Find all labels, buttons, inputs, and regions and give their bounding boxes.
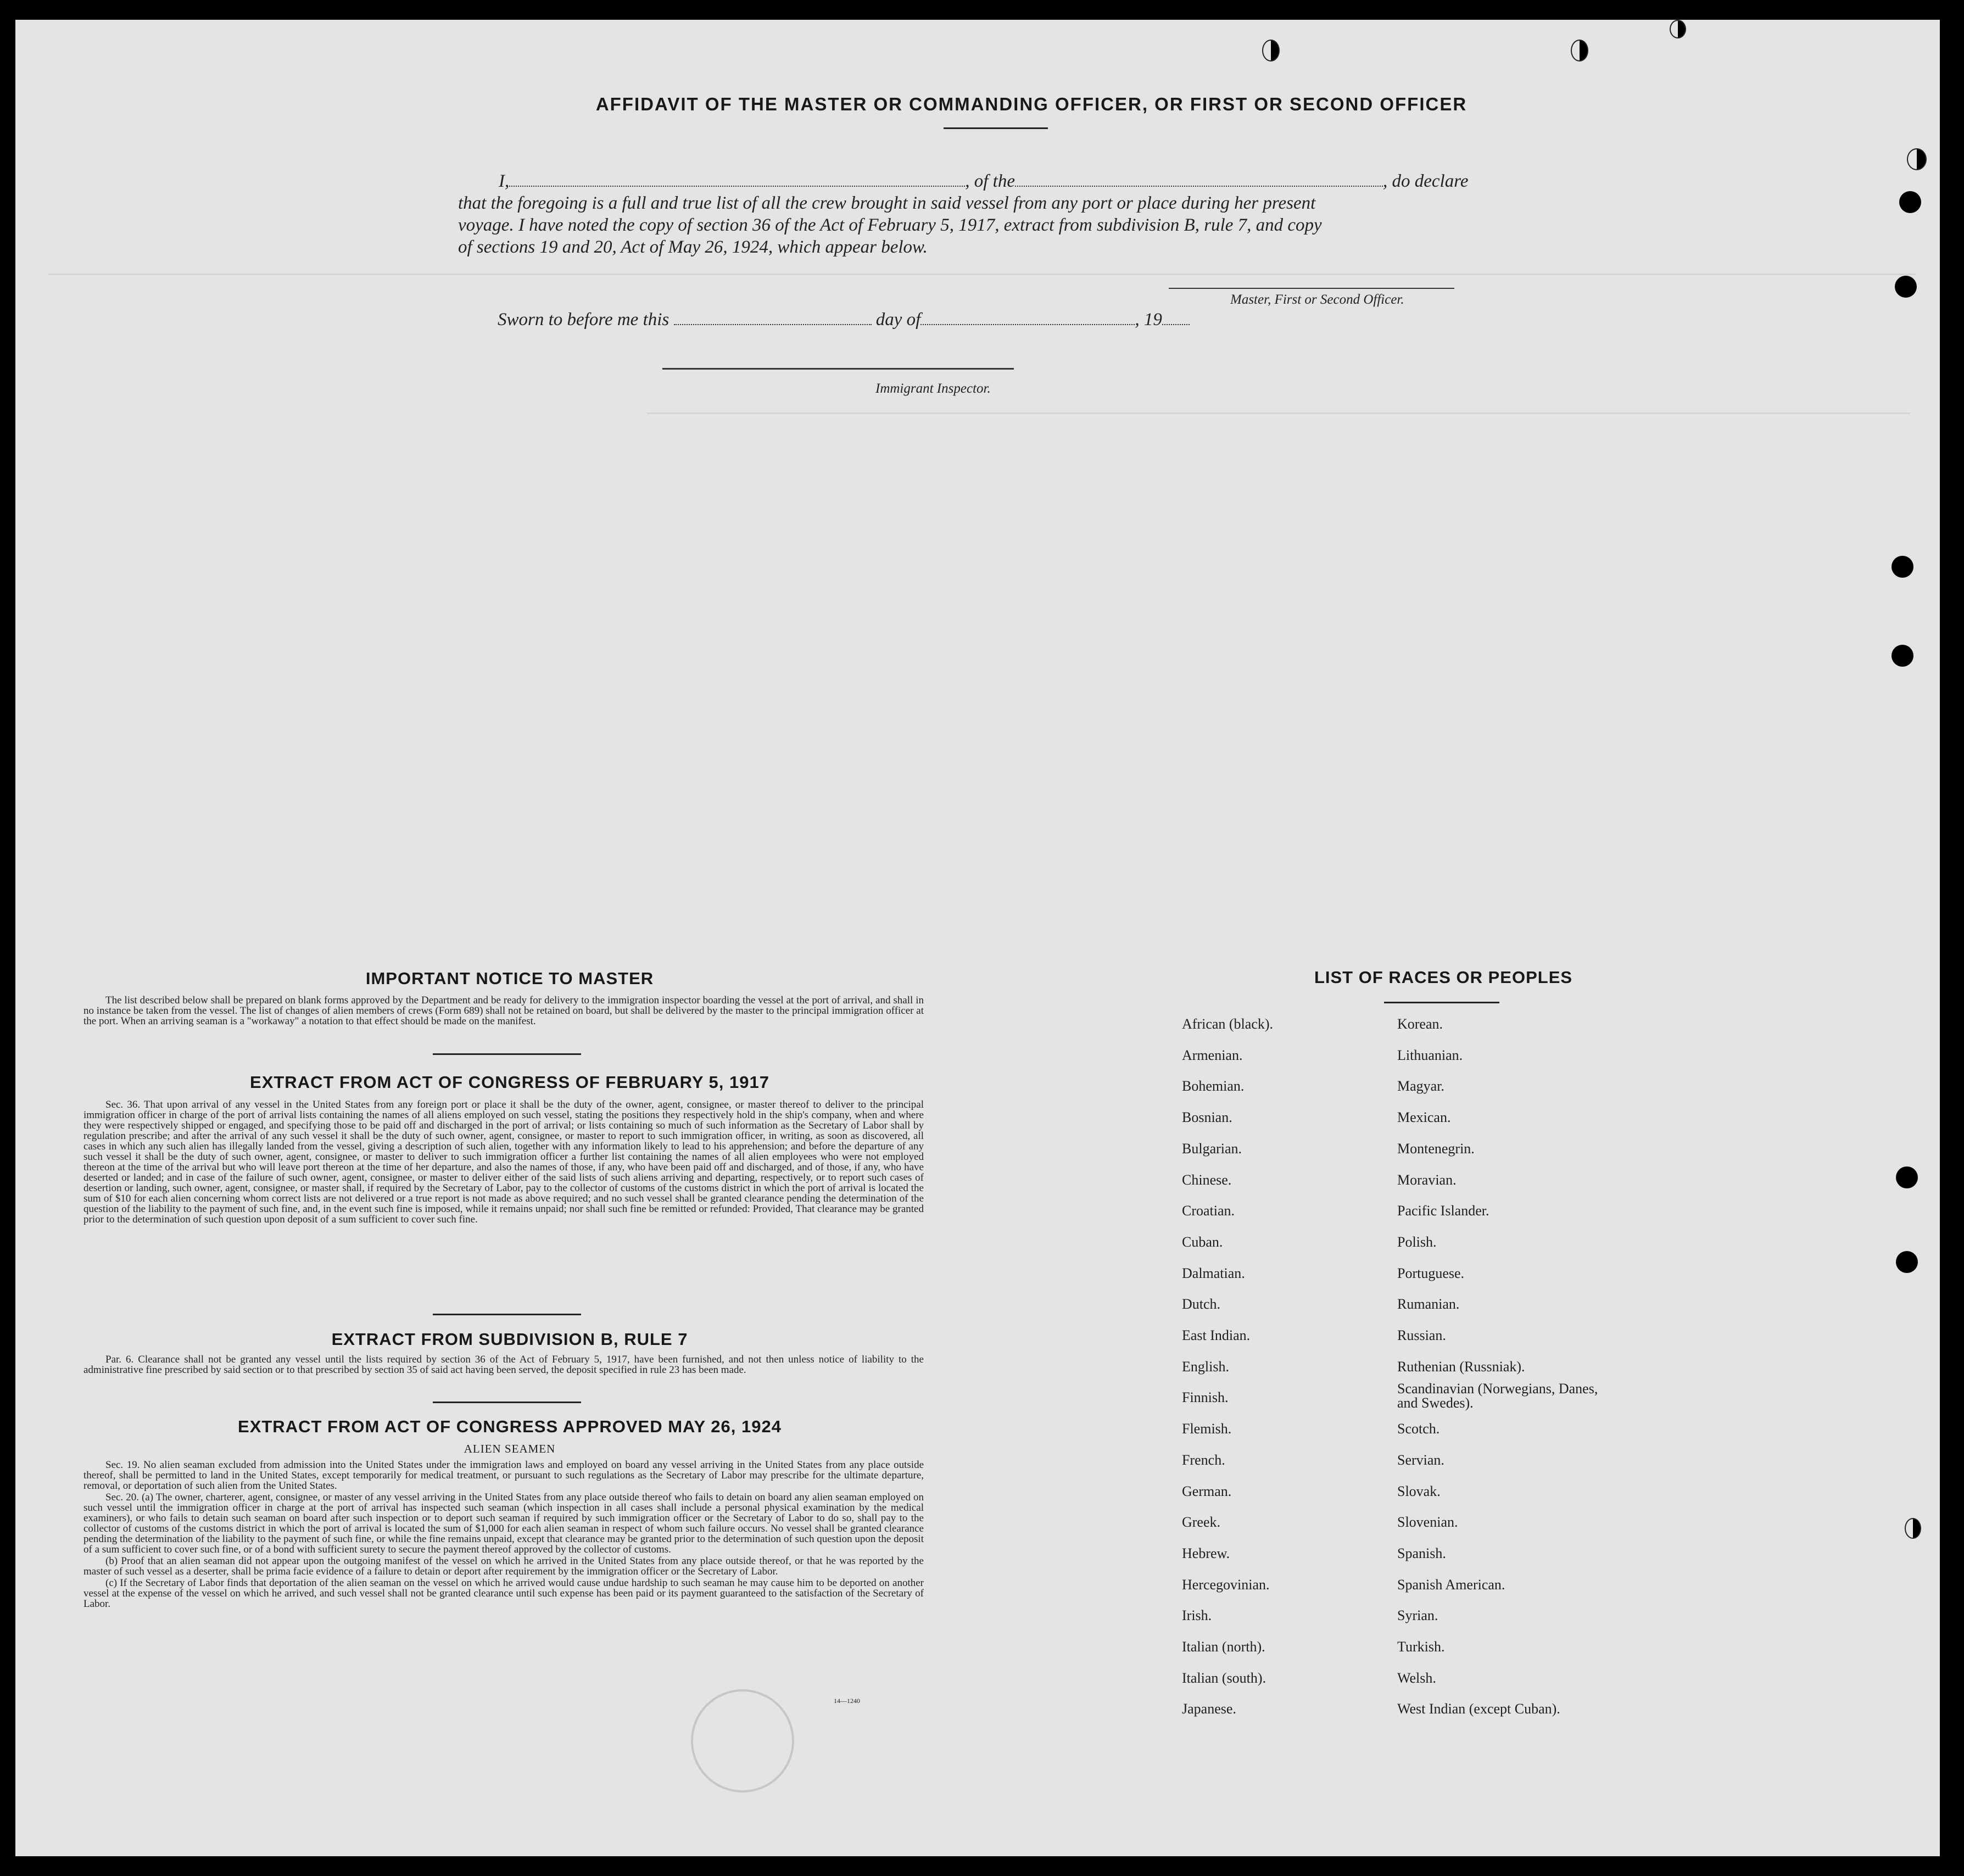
document-page: [15, 20, 1940, 1856]
section-20a-text: Sec. 20. (a) The owner, charterer, agent, consignee, or master of any vessel arriving in the United States from any place outside thereof who fails to detain on board any alien seaman employed on such vessel until the immigration officer in charge at the port of arrival has inspected such seaman (which inspection in all cases shall include a personal physical examination by the medical examiners), or who fails to detain such seaman on board after such inspection or to deport such seaman if required by such immigration officer or the Secretary of Labor to do so, shall pay to the collector of customs of the customs district in which the port of arrival is located the sum of $1,000 for each alien seaman in respect of whom such failure occurs. No vessel shall be granted clearance pending the determination of the liability to the payment of such fine, or while the fine remains unpaid, except that clearance may be granted prior to the determination of such question upon the deposit of a sum sufficient to cover such fine, or of a bond with sufficient surety to secure the payment thereof approved by the collector of customs.: [83, 1492, 924, 1555]
divider: [944, 127, 1048, 129]
race-item: Slovenian.: [1397, 1514, 1458, 1530]
race-item: Spanish.: [1397, 1545, 1446, 1561]
inspector-label: Immigrant Inspector.: [875, 381, 991, 396]
race-item: Flemish.: [1182, 1421, 1232, 1437]
binder-hole: [1895, 276, 1917, 298]
year-text: , 19: [1135, 310, 1162, 330]
race-item: German.: [1182, 1483, 1232, 1499]
notice-paragraph: The list described below shall be prepared on blank forms approved by the Department and be ready for delivery to the immigration inspector boarding the vessel at the port of arrival, and shall in no instance be taken from the vessel. The list of changes of alien members of crews (Form 689) shall not be retained on board, but shall be delivered by the master to the principal immigration officer at the port. When an arriving seaman is a "workaway" a notation to that effect should be made on the manifest.: [83, 995, 924, 1027]
race-item: Ruthenian (Russniak).: [1397, 1359, 1525, 1375]
binder-hole: [1892, 556, 1913, 578]
notice-title: IMPORTANT NOTICE TO MASTER: [365, 969, 654, 988]
paragraph-6-text: Par. 6. Clearance shall not be granted any vessel until the lists required by section 36 of the Act of February 5, 1917, have been furnished, and not then unless notice of liability to the administrative fine prescribed by said section or to that prescribed by section 35 of said act having been served, the deposit specified in rule 23 has been made.: [83, 1354, 924, 1376]
race-item: African (black).: [1182, 1016, 1274, 1032]
bleed-through-rule: [647, 412, 1910, 414]
binder-hole: [1899, 191, 1921, 213]
race-item: French.: [1182, 1452, 1225, 1468]
extract-rule7-body: [83, 1354, 924, 1376]
race-item: Dalmatian.: [1182, 1265, 1245, 1281]
form-number: 14—1240: [834, 1697, 860, 1705]
binder-hole: [1907, 148, 1927, 170]
binder-hole: [1670, 20, 1686, 38]
sworn-text: Sworn to before me this: [498, 310, 669, 330]
race-item: Hercegovinian.: [1182, 1577, 1270, 1593]
affidavit-declare: , do declare: [1382, 171, 1469, 191]
extract-1917-body: [83, 1099, 924, 1226]
binder-hole: [1905, 1518, 1921, 1539]
binder-hole: [1892, 645, 1913, 667]
race-item: Hebrew.: [1182, 1545, 1230, 1561]
binder-hole: [1896, 1251, 1918, 1273]
race-item: Italian (north).: [1182, 1639, 1265, 1655]
race-item: Scandinavian (Norwegians, Danes, and Swedes).: [1397, 1381, 1598, 1411]
race-item: Korean.: [1397, 1016, 1443, 1032]
bleed-through-text: [400, 86, 438, 124]
section-20b-text: (b) Proof that an alien seaman did not appear upon the outgoing manifest of the vessel on which he arrived in the United States from any place outside thereof, or that he was reported by the master of such vessel as a deserter, shall be prima facie evidence of a failure to detain or deport after requirement by the immigration officer or the Secretary of Labor.: [83, 1555, 924, 1577]
race-item: Armenian.: [1182, 1047, 1243, 1063]
race-item: Pacific Islander.: [1397, 1203, 1489, 1219]
race-item: Dutch.: [1182, 1296, 1221, 1312]
race-item: Mexican.: [1397, 1109, 1451, 1125]
race-item: Greek.: [1182, 1514, 1221, 1530]
race-item: Montenegrin.: [1397, 1141, 1475, 1157]
race-item: Croatian.: [1182, 1203, 1235, 1219]
affidavit-title: AFFIDAVIT OF THE MASTER OR COMMANDING OFFICER, OR FIRST OR SECOND OFFICER: [595, 94, 1468, 114]
race-item: Chinese.: [1182, 1172, 1232, 1188]
extract-rule7-title: EXTRACT FROM SUBDIVISION B, RULE 7: [331, 1330, 688, 1349]
sworn-year-field[interactable]: [1162, 310, 1190, 325]
race-item: Bulgarian.: [1182, 1141, 1242, 1157]
vessel-field[interactable]: [1015, 171, 1383, 187]
sworn-day-field[interactable]: [674, 310, 872, 325]
bleed-through-rule: [48, 273, 1916, 275]
divider: [1384, 1002, 1499, 1003]
divider: [433, 1402, 581, 1403]
race-item: Moravian.: [1397, 1172, 1457, 1188]
race-item: Spanish American.: [1397, 1577, 1505, 1593]
race-item: Japanese.: [1182, 1701, 1236, 1717]
name-field[interactable]: [509, 171, 965, 187]
race-item: East Indian.: [1182, 1327, 1251, 1343]
race-item: Scotch.: [1397, 1421, 1440, 1437]
race-item: Welsh.: [1397, 1670, 1436, 1686]
inspector-signature-line[interactable]: [662, 368, 1014, 370]
race-item: English.: [1182, 1359, 1229, 1375]
extract-1924-title: EXTRACT FROM ACT OF CONGRESS APPROVED MAY 26, 1924: [238, 1417, 782, 1436]
affidavit-line-1: [499, 171, 1468, 192]
race-item: West Indian (except Cuban).: [1397, 1701, 1560, 1717]
race-item: Magyar.: [1397, 1078, 1444, 1094]
sworn-line: [498, 310, 1190, 330]
race-item: Italian (south).: [1182, 1670, 1266, 1686]
race-item: Russian.: [1397, 1327, 1446, 1343]
binder-hole: [1262, 40, 1280, 62]
notice-body: [83, 995, 924, 1028]
divider: [433, 1314, 581, 1315]
race-item: Servian.: [1397, 1452, 1444, 1468]
race-item: Finnish.: [1182, 1389, 1229, 1405]
alien-seamen-subtitle: ALIEN SEAMEN: [464, 1442, 556, 1455]
extract-1917-title: EXTRACT FROM ACT OF CONGRESS OF FEBRUARY 5, 1917: [250, 1073, 769, 1092]
affidavit-line-2: that the foregoing is a full and true list of all the crew brought in said vessel from any port or place during her present: [458, 193, 1316, 213]
binder-hole: [1571, 40, 1588, 62]
race-item: Irish.: [1182, 1607, 1212, 1623]
divider: [433, 1053, 581, 1055]
affidavit-of: , of the: [965, 171, 1015, 191]
race-item: Cuban.: [1182, 1234, 1223, 1250]
section-19-text: Sec. 19. No alien seaman excluded from admission into the United States under the immigration laws and employed on board any vessel arriving in the United States from any place outside thereof, shall be permitted to land in the United States, except temporarily for medical treatment, or pursuant to such regulations as the Secretary of Labor may prescribe for the ultimate departure, removal, or deportation of such alien from the United States.: [83, 1459, 924, 1492]
sworn-month-field[interactable]: [920, 310, 1135, 325]
day-of-text: day of: [875, 310, 921, 330]
stamp-seal: [691, 1689, 794, 1793]
race-item: Rumanian.: [1397, 1296, 1460, 1312]
race-item: Syrian.: [1397, 1607, 1438, 1623]
signature-label: Master, First or Second Officer.: [1230, 292, 1404, 307]
race-item: Lithuanian.: [1397, 1047, 1463, 1063]
signature-line[interactable]: [1169, 288, 1454, 289]
race-item: Turkish.: [1397, 1639, 1445, 1655]
race-item: Portuguese.: [1397, 1265, 1465, 1281]
affidavit-i: I,: [499, 171, 510, 191]
section-20c-text: (c) If the Secretary of Labor finds that deportation of the alien seaman on the vessel on which he arrived would cause undue hardship to such seaman he may cause him to be deported on another vessel at the expense of the vessel on which he arrived, and such vessel shall not be granted clearance until such expense has been paid or its payment guaranteed to the satisfaction of the Secretary of Labor.: [83, 1577, 924, 1610]
race-item: Bosnian.: [1182, 1109, 1232, 1125]
race-item: Slovak.: [1397, 1483, 1441, 1499]
race-item: Polish.: [1397, 1234, 1437, 1250]
section-36-text: Sec. 36. That upon arrival of any vessel in the United States from any foreign port or place it shall be the duty of the owner, agent, consignee, or master thereof to deliver to the principal immigration officer in charge of the port of arrival lists containing the names of all aliens employed on such vessel, stating the positions they respectively hold in the ship's company, when and where they were respectively shipped or engaged, and specifying those to be paid off and discharged in the port of arrival; or lists containing so much of such information as the Secretary of Labor shall by regulation prescribe; and after the arrival of any such vessel it shall be the duty of such owner, agent, consignee, or master to report to such immigration officer, in writing, as soon as discovered, all cases in which any such alien has illegally landed from the vessel, giving a description of such alien, together with any information likely to lead to his apprehension; and before the departure of any such vessel it shall be the duty of such owner, agent, consignee, or master to deliver to such immigration officer a further list containing the names of all alien employees who were not employed thereon at the time of the arrival but who will leave port thereon at the time of her departure, and also the names of those, if any, who have been paid off and discharged, and of those, if any, who have deserted or landed; and in case of the failure of such owner, agent, consignee, or master to deliver either of the said lists of such aliens arriving and departing, respectively, or to report such cases of desertion or landing, such owner, agent, consignee, or master shall, if required by the Secretary of Labor, pay to the collector of customs of the customs district in which the port of arrival is located the sum of $10 for each alien concerning whom correct lists are not delivered or a true report is not made as above required; and no such vessel shall be granted clearance pending the determination of the question of the liability to the payment of such fine, and, in the event such fine is imposed, while it remains unpaid; nor shall such fine be remitted or refunded: Provided, That clearance may be granted prior to the determination of such question upon deposit of a sum sufficient to cover such fine.: [83, 1099, 924, 1225]
races-title: LIST OF RACES OR PEOPLES: [1314, 968, 1573, 987]
affidavit-line-3: voyage. I have noted the copy of section 36 of the Act of February 5, 1917, extract from subdivision B, rule 7, and copy: [458, 215, 1322, 235]
binder-hole: [1896, 1166, 1918, 1188]
race-item: Bohemian.: [1182, 1078, 1245, 1094]
affidavit-line-4: of sections 19 and 20, Act of May 26, 1924, which appear below.: [458, 237, 928, 257]
extract-1924-body: [83, 1460, 924, 1610]
